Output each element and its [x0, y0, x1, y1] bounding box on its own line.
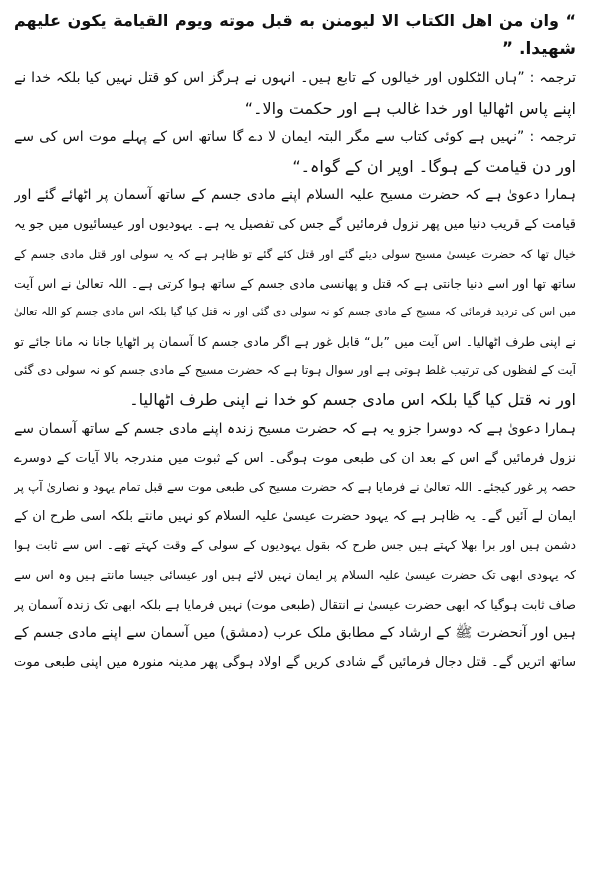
paragraph-1-line: خیال تھا کہ حضرت عیسیٰ مسیح سولی دیئے گئے اور قتل کئے گئے تو ظاہر ہے کہ یہ سولی اور قتل مادی جسم کے [14, 246, 576, 261]
translation-1-line-2: اپنے پاس اٹھالیا اور خدا غالب ہے اور حکمت والا۔“ [244, 98, 576, 118]
paragraph-1-line: نے اپنی طرف اٹھالیا۔ اس آیت میں ”بل“ قابل غور ہے اگر مادی جسم کا آسمان پر اٹھایا جانا نہ مانا جائے تو [14, 334, 576, 350]
paragraph-1-line: ہمارا دعویٰ ہے کہ حضرت مسیح علیہ السلام اپنے مادی جسم کے ساتھ آسمان پر اٹھائے گئے اور [14, 187, 576, 204]
paragraph-1-line: ساتھ تھا اور اسے دنیا جانتی ہے کہ قتل و پھانسی مادی جسم کے ساتھ ہوا کرتی ہے۔ اللہ تعالیٰ نے اس آیت [14, 275, 576, 291]
paragraph-2-line: ہمارا دعویٰ ہے کہ دوسرا جزو یہ ہے کہ حضرت مسیح زندہ اپنے مادی جسم کے ساتھ آسمان سے [14, 420, 576, 437]
paragraph-2-line: ساتھ اتریں گے۔ قتل دجال فرمائیں گے شادی کریں گے اولاد ہوگی پھر مدینہ منورہ میں اپنی طبعی موت [14, 655, 576, 671]
translation-2-line-1: ترجمہ : ”نہیں ہے کوئی کتاب سے مگر البتہ ایمان لا دے گا ساتھ اس کے پہلے موت اس کی سے [14, 128, 576, 145]
paragraph-1-line: قیامت کے قریب دنیا میں پھر نزول فرمائیں گے جس کی تفصیل یہ ہے۔ یہودیوں اور عیسائیوں میں جو یہ [14, 217, 576, 233]
paragraph-1-line: اور نہ قتل کیا گیا بلکہ اس مادی جسم کو خدا نے اپنی طرف اٹھالیا۔ [129, 390, 576, 410]
paragraph-2-line: ہیں اور آنحضرت ﷺ کے ارشاد کے مطابق ملک عرب (دمشق) میں آسمان سے اپنے مادی جسم کے [14, 624, 576, 641]
quranic-verse-line-2: شهيدا. ” [501, 39, 576, 60]
paragraph-2-line: کہ یہودی ابھی تک حضرت عیسیٰ علیہ السلام پر ایمان نہیں لائے ہیں اور عیسائی جیسا مانتے ہیں وہ اس سے [14, 567, 576, 582]
paragraph-2-line: ایمان لے آئیں گے۔ یہ ظاہر ہے کہ یہود حضرت عیسیٰ علیہ السلام کو نہیں مانتے بلکہ اسی طرح ان کے [14, 509, 576, 525]
quranic-verse-line-1: “ وان من اهل الكتاب الا ليومنن به قبل موته ويوم القيامة يكون عليهم [14, 11, 576, 30]
paragraph-2-line: دشمن ہیں اور برا بھلا کہتے ہیں جس طرح کہ بقول یہودیوں کے سولی کے وقت کہتے تھے۔ اس سے ثابت ہوا [14, 538, 576, 553]
paragraph-1-line: میں اس کی تردید فرمائی کہ مسیح کے مادی جسم کو نہ سولی دی گئی اور نہ قتل کیا گیا بلکہ اس مادی جسم کو اللہ تعالیٰ [14, 305, 576, 318]
paragraph-2-line: حصہ پر غور کیجئے۔ اللہ تعالیٰ نے فرمایا ہے کہ حضرت مسیح کی طبعی موت سے قبل تمام یہود و نصاریٰ آپ پر [14, 480, 576, 494]
translation-2-line-2: اور دن قیامت کے ہوگا۔ اوپر ان کے گواہ۔“ [292, 156, 576, 176]
translation-1-line-1: ترجمہ : ”ہاں الٹکلوں اور خیالوں کے تابع ہیں۔ انہوں نے ہرگز اس کو قتل نہیں کیا بلکہ خدا نے [14, 70, 576, 87]
paragraph-2-line: نزول فرمائیں گے اس کے بعد ان کی طبعی موت ہوگی۔ اس کے ثبوت میں مندرجہ بالا آیات کے دوسرے [14, 450, 576, 466]
paragraph-2-line: صاف ثابت ہوگیا کہ ابھی حضرت عیسیٰ نے انتقال (طبعی موت) نہیں فرمایا ہے بلکہ ابھی تک زندہ آسمان پر [14, 596, 576, 612]
paragraph-1-line: آیت کے لفظوں کی ترتیب غلط ہوتی ہے اور سوال ہوتا ہے کہ حضرت مسیح کے مادی جسم کو نہ سولی دی گئی [14, 363, 576, 378]
